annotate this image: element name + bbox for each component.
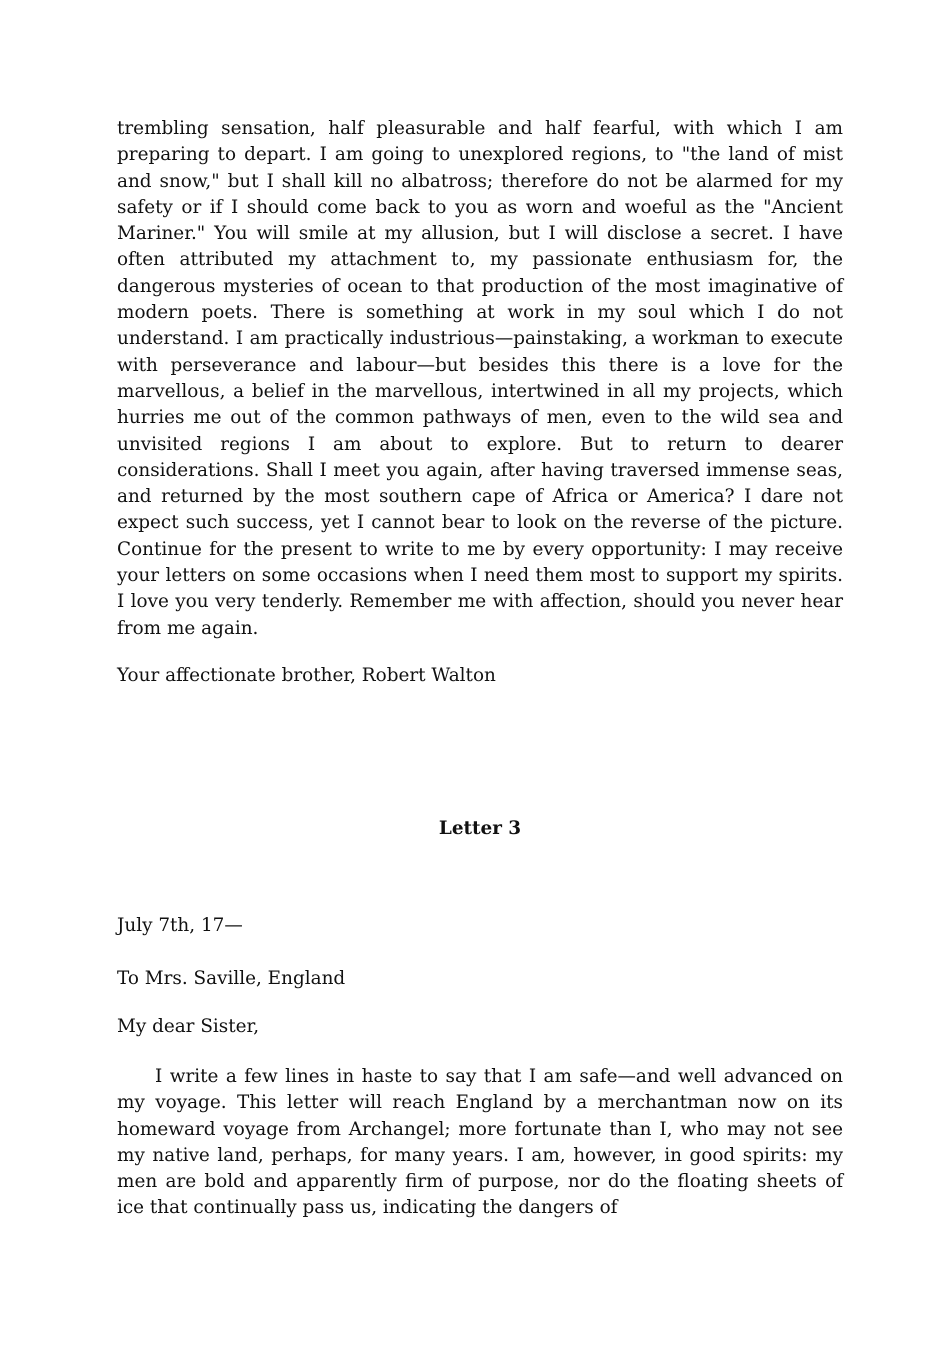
letter-3-heading: Letter 3 bbox=[438, 818, 522, 839]
letter-3-salutation: My dear Sister, bbox=[117, 1016, 260, 1037]
letter-2-closing-paragraph: trembling sensation, half pleasurable and half fearful, with which I am preparing to depart. I am going to unexplored regions, to "the land of mist and snow," but I shall kill no albatross; therefore do not be alarmed for my safety or if I should come back to you as worn and woeful as the "Ancient Mariner." You will smile at my allusion, but I will disclose a secret. I have often attributed my attachment to, my passionate enthusiasm for, the dangerous mysteries of ocean to that production of the most imaginative of modern poets. There is something at work in my soul which I do not understand. I am practically industrious—painstaking, a workman to execute with perseverance and labour—but besides this there is a love for the marvellous, a belief in the marvellous, intertwined in all my projects, which hurries me out of the common pathways of men, even to the wild sea and unvisited regions I am about to explore. But to return to dearer considerations. Shall I meet you again, after having traversed immense seas, and returned by the most southern cape of Africa or America? I dare not expect such success, yet I cannot bear to look on the reverse of the picture. Continue for the present to write to me by every opportunity: I may receive your letters on some occasions when I need them most to support my spirits. I love you very tenderly. Remember me with affection, should you never hear from me again. bbox=[117, 118, 843, 639]
letter-2-signoff: Your affectionate brother, Robert Walton bbox=[117, 664, 496, 686]
letter-3-recipient: To Mrs. Saville, England bbox=[117, 968, 346, 989]
letter-3-body-paragraph: I write a few lines in haste to say that I am safe—and well advanced on my voyage. This letter will reach England by a merchantman now on its homeward voyage from Archangel; more fortunate than I, who may not see my native land, perhaps, for many years. I am, however, in good spirits: my men are bold and apparently firm of purpose, nor do the floating sheets of ice that continually pass us, indicating the dangers of bbox=[117, 1066, 843, 1219]
letter-3-date: July 7th, 17— bbox=[117, 915, 243, 936]
document-page bbox=[117, 116, 843, 1219]
